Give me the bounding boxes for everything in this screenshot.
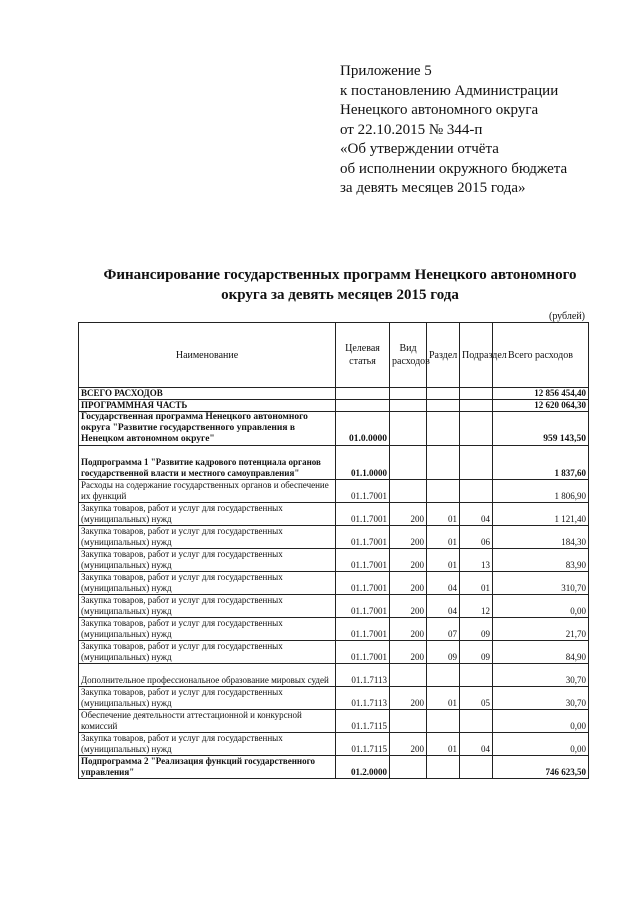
row-total: 30,70 [493, 687, 589, 710]
row-razdel: 07 [427, 618, 460, 641]
row-name: Закупка товаров, работ и услуг для государственных (муниципальных) нужд [79, 503, 336, 526]
row-vid [390, 446, 427, 480]
row-podrazdel: 01 [460, 572, 493, 595]
row-podrazdel [460, 710, 493, 733]
row-total: 83,90 [493, 549, 589, 572]
table-row [79, 618, 589, 641]
row-podrazdel: 05 [460, 687, 493, 710]
row-razdel: 01 [427, 526, 460, 549]
header-target: Целевая статья [336, 323, 390, 388]
row-razdel: 04 [427, 572, 460, 595]
row-name: Подпрограмма 2 "Реализация функций государственного управления" [79, 756, 336, 779]
header-podrazdel: Подраздел [460, 323, 493, 388]
row-vid: 200 [390, 503, 427, 526]
row-name: Закупка товаров, работ и услуг для государственных (муниципальных) нужд [79, 572, 336, 595]
row-razdel [427, 756, 460, 779]
row-total: 746 623,50 [493, 756, 589, 779]
row-target: 01.1.0000 [336, 446, 390, 480]
row-razdel [427, 664, 460, 687]
title-line-2: округа за девять месяцев 2015 года [221, 287, 459, 303]
table-row [79, 595, 589, 618]
table-row [79, 503, 589, 526]
row-vid [390, 756, 427, 779]
row-razdel [427, 388, 460, 400]
row-podrazdel [460, 446, 493, 480]
annex-line: Ненецкого автономного округа [340, 102, 539, 118]
row-vid [390, 400, 427, 412]
table-row [79, 756, 589, 779]
row-total: 12 620 064,30 [493, 400, 589, 412]
row-target: 01.1.7001 [336, 618, 390, 641]
row-name: Закупка товаров, работ и услуг для государственных (муниципальных) нужд [79, 687, 336, 710]
row-razdel: 01 [427, 549, 460, 572]
table-row [79, 480, 589, 503]
row-vid [390, 664, 427, 687]
row-total: 12 856 454,40 [493, 388, 589, 400]
annex-block [340, 62, 630, 199]
row-total: 184,30 [493, 526, 589, 549]
annex-line: об исполнении окружного бюджета [340, 160, 568, 177]
row-vid: 200 [390, 641, 427, 664]
row-name: Закупка товаров, работ и услуг для государственных (муниципальных) нужд [79, 733, 336, 756]
row-name: Закупка товаров, работ и услуг для государственных (муниципальных) нужд [79, 526, 336, 549]
row-name: Закупка товаров, работ и услуг для государственных (муниципальных) нужд [79, 618, 336, 641]
row-target: 01.1.7001 [336, 480, 390, 503]
row-target [336, 400, 390, 412]
row-razdel: 04 [427, 595, 460, 618]
table-row [79, 446, 589, 480]
row-total: 84,90 [493, 641, 589, 664]
row-name: Государственная программа Ненецкого автономного округа "Развитие государственного управления в Ненецком автономном округе" [79, 412, 336, 446]
table-row [79, 549, 589, 572]
row-target: 01.0.0000 [336, 412, 390, 446]
row-vid: 200 [390, 618, 427, 641]
row-podrazdel [460, 756, 493, 779]
header-vid: Вид расходов [390, 323, 427, 388]
table-row [79, 412, 589, 446]
row-vid: 200 [390, 595, 427, 618]
table-row [79, 388, 589, 400]
annex-line: за девять месяцев 2015 года» [340, 180, 526, 196]
row-total: 959 143,50 [493, 412, 589, 446]
row-target: 01.1.7115 [336, 710, 390, 733]
row-total: 0,00 [493, 595, 589, 618]
row-razdel [427, 710, 460, 733]
row-target: 01.1.7001 [336, 549, 390, 572]
annex-line: Приложение 5 [340, 63, 432, 79]
financing-table [78, 322, 589, 779]
row-podrazdel [460, 664, 493, 687]
row-name: Расходы на содержание государственных органов и обеспечение их функций [79, 480, 336, 503]
row-name: ПРОГРАММНАЯ ЧАСТЬ [79, 400, 336, 412]
row-name: ВСЕГО РАСХОДОВ [79, 388, 336, 400]
row-name: Дополнительное профессиональное образование мировых судей [79, 664, 336, 687]
row-vid: 200 [390, 526, 427, 549]
row-target: 01.1.7001 [336, 595, 390, 618]
row-razdel: 01 [427, 503, 460, 526]
row-podrazdel: 04 [460, 733, 493, 756]
table-row [79, 733, 589, 756]
row-target: 01.1.7001 [336, 641, 390, 664]
row-razdel [427, 480, 460, 503]
row-total: 21,70 [493, 618, 589, 641]
row-vid: 200 [390, 687, 427, 710]
row-vid: 200 [390, 549, 427, 572]
annex-line: от 22.10.2015 № 344-п [340, 121, 483, 138]
row-total: 0,00 [493, 710, 589, 733]
table-row [79, 687, 589, 710]
row-podrazdel: 09 [460, 618, 493, 641]
row-podrazdel: 09 [460, 641, 493, 664]
row-vid: 200 [390, 733, 427, 756]
row-podrazdel [460, 480, 493, 503]
row-podrazdel [460, 400, 493, 412]
row-total: 30,70 [493, 664, 589, 687]
row-razdel: 09 [427, 641, 460, 664]
row-vid [390, 710, 427, 733]
row-razdel: 01 [427, 733, 460, 756]
row-total: 1 121,40 [493, 503, 589, 526]
row-target: 01.2.0000 [336, 756, 390, 779]
table-row [79, 710, 589, 733]
row-razdel [427, 412, 460, 446]
row-podrazdel: 06 [460, 526, 493, 549]
row-podrazdel: 12 [460, 595, 493, 618]
row-total: 1 806,90 [493, 480, 589, 503]
table-row [79, 572, 589, 595]
row-target: 01.1.7113 [336, 664, 390, 687]
row-vid [390, 388, 427, 400]
row-target: 01.1.7115 [336, 733, 390, 756]
row-podrazdel [460, 388, 493, 400]
row-target: 01.1.7113 [336, 687, 390, 710]
row-target: 01.1.7001 [336, 526, 390, 549]
row-target: 01.1.7001 [336, 572, 390, 595]
row-total: 1 837,60 [493, 446, 589, 480]
row-name: Закупка товаров, работ и услуг для государственных (муниципальных) нужд [79, 549, 336, 572]
header-total: Всего расходов [493, 323, 589, 388]
document-title [60, 265, 620, 305]
row-total: 310,70 [493, 572, 589, 595]
row-name: Закупка товаров, работ и услуг для государственных (муниципальных) нужд [79, 641, 336, 664]
row-razdel [427, 446, 460, 480]
row-vid [390, 480, 427, 503]
row-razdel [427, 400, 460, 412]
row-name: Закупка товаров, работ и услуг для государственных (муниципальных) нужд [79, 595, 336, 618]
table-row [79, 400, 589, 412]
annex-line: «Об утверждении отчёта [340, 141, 499, 157]
annex-line: к постановлению Администрации [340, 82, 559, 99]
row-podrazdel: 13 [460, 549, 493, 572]
unit-label: (рублей) [548, 311, 585, 322]
table-row [79, 526, 589, 549]
row-target: 01.1.7001 [336, 503, 390, 526]
row-target [336, 388, 390, 400]
row-podrazdel: 04 [460, 503, 493, 526]
title-line-1: Финансирование государственных программ Ненецкого автономного [103, 267, 577, 283]
row-razdel: 01 [427, 687, 460, 710]
row-podrazdel [460, 412, 493, 446]
row-vid: 200 [390, 572, 427, 595]
table-row [79, 664, 589, 687]
row-total: 0,00 [493, 733, 589, 756]
row-name: Подпрограмма 1 "Развитие кадрового потенциала органов государственной власти и местного самоуправления" [79, 446, 336, 480]
row-name: Обеспечение деятельности аттестационной и конкурсной комиссий [79, 710, 336, 733]
row-vid [390, 412, 427, 446]
header-razdel: Раздел [427, 323, 460, 388]
header-name: Наименование [79, 323, 336, 388]
table-row [79, 641, 589, 664]
